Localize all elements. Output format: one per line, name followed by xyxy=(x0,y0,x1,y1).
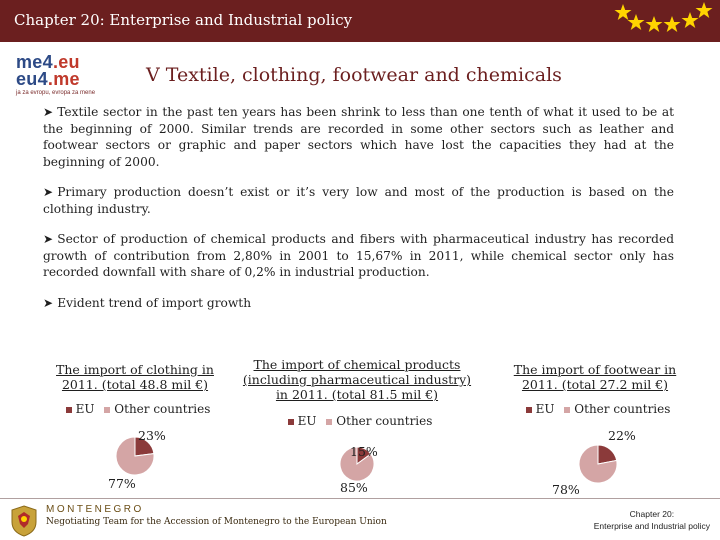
legend-swatch-other xyxy=(326,419,332,425)
data-label: 23% xyxy=(138,428,166,443)
footer-chapter: Chapter 20: Enterprise and Industrial policy xyxy=(593,509,710,531)
chart-legend xyxy=(242,414,472,428)
clothing-pie-chart xyxy=(40,362,230,416)
footwear-pie xyxy=(568,444,628,484)
footer-divider xyxy=(0,498,720,499)
bullet-item: ➤ Sector of production of chemical products and fibers with pharmaceutical industry has recorded growth of contribution from 2,80% in 2001 to 15,67% in 2011, while chemical sector only has recorded downfall with share of 0,2% in industrial production. xyxy=(43,232,674,279)
arrow-bullet-icon: ➤ xyxy=(43,232,54,246)
eu-stars-icon xyxy=(590,0,720,42)
me4eu-logo: me4.eu eu4.me ja za evropu, evropa za mene xyxy=(16,52,96,96)
legend-swatch-other xyxy=(564,407,570,413)
footer-country: MONTENEGRO xyxy=(46,504,144,515)
legend-swatch-eu xyxy=(66,407,72,413)
legend-swatch-eu xyxy=(288,419,294,425)
chart-title: The import of chemical products (including pharmaceutical industry) in 2011. (total 81.5 mil €) xyxy=(242,357,472,402)
legend-label: EU xyxy=(297,414,317,428)
chart-legend xyxy=(40,402,230,416)
header-title: Chapter 20: Enterprise and Industrial policy xyxy=(14,11,353,29)
header-bar xyxy=(0,0,720,42)
data-label: 22% xyxy=(608,428,636,443)
montenegro-crest-icon xyxy=(6,504,42,538)
bullet-item: ➤ Evident trend of import growth xyxy=(43,295,252,310)
legend-label: Other countries xyxy=(574,402,671,416)
chart-title: The import of footwear in 2011. (total 27.2 mil €) xyxy=(513,362,677,392)
data-label: 15% xyxy=(350,444,378,459)
chart-legend xyxy=(500,402,690,416)
legend-label: EU xyxy=(535,402,555,416)
chart-title: The import of clothing in 2011. (total 48.8 mil €) xyxy=(56,362,214,392)
legend-label: EU xyxy=(75,402,95,416)
arrow-bullet-icon: ➤ xyxy=(43,185,54,199)
arrow-bullet-icon: ➤ xyxy=(43,295,54,310)
legend-label: Other countries xyxy=(336,414,433,428)
legend-swatch-other xyxy=(104,407,110,413)
bullet-list xyxy=(43,104,674,325)
arrow-bullet-icon: ➤ xyxy=(43,105,54,119)
legend-label: Other countries xyxy=(114,402,211,416)
chemicals-pie-chart xyxy=(242,357,472,428)
slide-title: V Textile, clothing, footwear and chemicals xyxy=(146,64,562,86)
footer-team: Negotiating Team for the Accession of Montenegro to the European Union xyxy=(46,517,387,527)
footwear-pie-chart xyxy=(500,362,690,416)
bullet-item: ➤ Textile sector in the past ten years has been shrink to less than one tenth of what it used to be at the beginning of 2000. Similar trends are recorded in some other sectors such as leather and footwear sectors or graphic and paper sectors which have lost the capacities they had at the beginning of 2000. xyxy=(43,105,674,169)
data-label: 78% xyxy=(552,482,580,497)
data-label: 77% xyxy=(108,476,136,491)
legend-swatch-eu xyxy=(526,407,532,413)
data-label: 85% xyxy=(340,480,368,495)
footer-left xyxy=(46,504,387,527)
bullet-item: ➤ Primary production doesn’t exist or it’s very low and most of the production is based on the clothing industry. xyxy=(43,185,674,216)
